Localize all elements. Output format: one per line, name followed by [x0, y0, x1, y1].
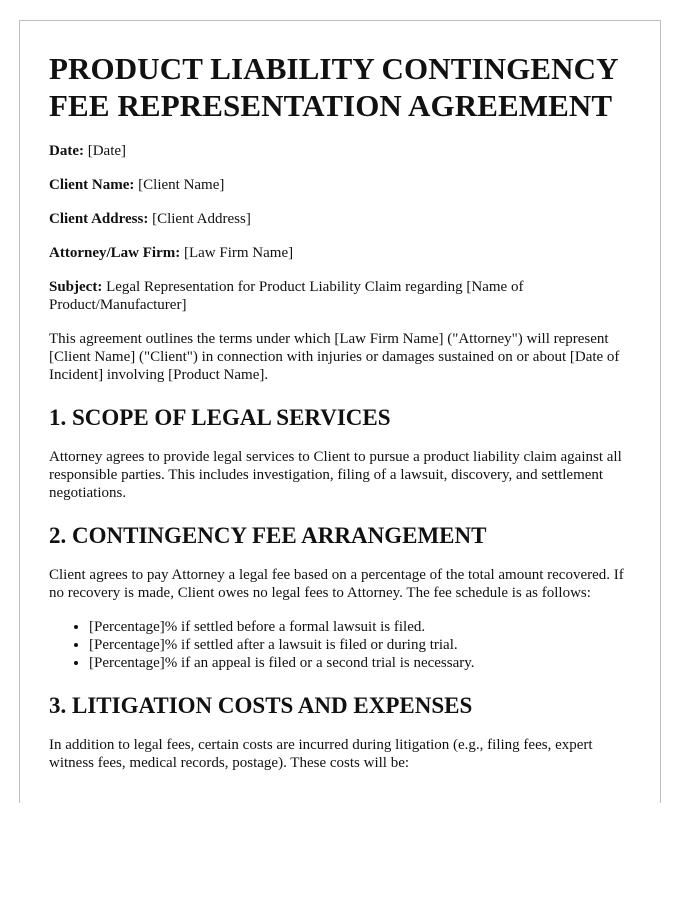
date-value: [Date] — [87, 143, 127, 159]
section-heading-costs: 3. LITIGATION COSTS AND EXPENSES — [49, 693, 473, 718]
section-text-costs: In addition to legal fees, certain costs are incurred during litigation (e.g., filing fees, expert witness fees, medical records, postage). These costs will be: — [49, 737, 593, 771]
fee-schedule-item: • [Percentage]% if settled after a lawsuit is filed or during trial. — [89, 636, 632, 654]
client-address-value: [Client Address] — [152, 211, 251, 227]
date-field — [49, 142, 632, 160]
section-text-fees: Client agrees to pay Attorney a legal fee based on a percentage of the total amount recovered. If no recovery is made, Client owes no legal fees to Attorney. The fee schedule is as follows: — [49, 567, 624, 601]
client-address-label: Client Address: — [49, 211, 149, 227]
intro-paragraph: This agreement outlines the terms under which [Law Firm Name] ("Attorney") will represent [Client Name] ("Client") in connection with injuries or damages sustained on or about [Date of Incident] involving [Product Name]. — [49, 331, 620, 383]
fee-schedule-item: • [Percentage]% if an appeal is filed or a second trial is necessary. — [89, 654, 632, 672]
client-address-field — [49, 210, 632, 228]
document-page — [19, 20, 661, 803]
attorney-field — [49, 244, 632, 262]
fee-schedule-item: • [Percentage]% if settled before a formal lawsuit is filed. — [89, 618, 632, 636]
client-name-field — [49, 176, 632, 194]
client-name-value: [Client Name] — [138, 177, 225, 193]
subject-label: Subject: — [49, 279, 103, 295]
subject-field — [49, 278, 632, 314]
section-text-scope: Attorney agrees to provide legal services to Client to pursue a product liability claim against all responsible parties. This includes investigation, filing of a lawsuit, discovery, and settlement negotiations. — [49, 449, 622, 501]
fee-schedule-list — [49, 618, 632, 672]
attorney-value: [Law Firm Name] — [183, 245, 294, 261]
document-title: PRODUCT LIABILITY CONTINGENCY FEE REPRESENTATION AGREEMENT — [49, 51, 618, 123]
client-name-label: Client Name: — [49, 177, 135, 193]
date-label: Date: — [49, 143, 84, 159]
section-heading-fees: 2. CONTINGENCY FEE ARRANGEMENT — [49, 523, 487, 548]
section-heading-scope: 1. SCOPE OF LEGAL SERVICES — [49, 405, 391, 430]
subject-value: Legal Representation for Product Liability Claim regarding [Name of Product/Manufacturer] — [49, 279, 524, 313]
attorney-label: Attorney/Law Firm: — [49, 245, 181, 261]
